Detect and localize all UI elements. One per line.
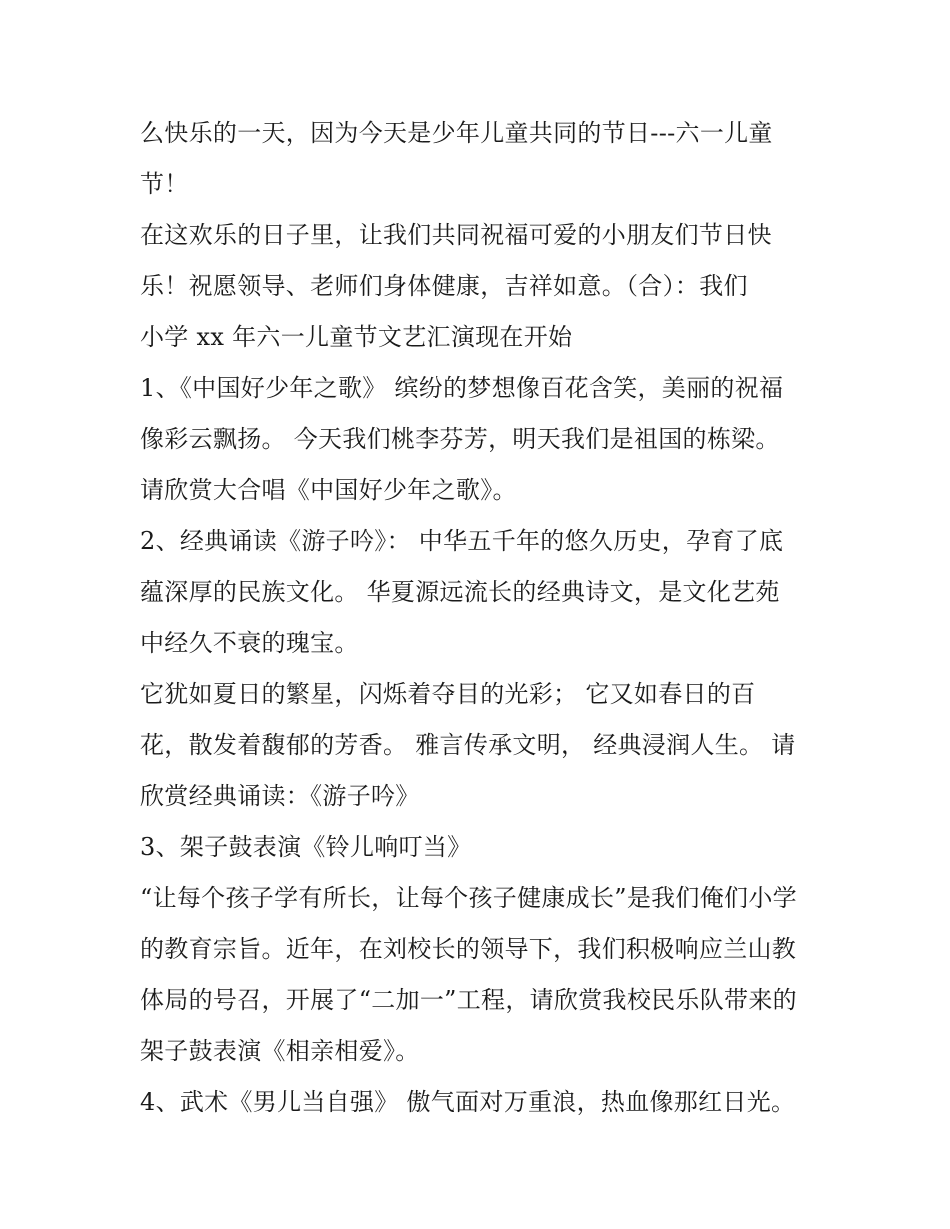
text-line: 它犹如夏日的繁星，闪烁着夺目的光彩； 它又如春日的百 <box>140 680 756 708</box>
text-line: “让每个孩子学有所长，让每个孩子健康成长”是我们俺们小学 <box>140 884 797 912</box>
text-line: 在这欢乐的日子里，让我们共同祝福可爱的小朋友们节日快 <box>140 221 772 249</box>
text-line: 花，散发着馥郁的芳香。 雅言传承文明， 经典浸润人生。 请 <box>140 731 796 759</box>
program-item-4-title: 4、武术《男儿当自强》 傲气面对万重浪，热血像那红日光。 <box>140 1088 796 1116</box>
text-line: 的教育宗旨。近年，在刘校长的领导下，我们积极响应兰山教 <box>140 935 797 963</box>
text-line: 架子鼓表演《相亲相爱》。 <box>140 1037 420 1065</box>
text-line: 欣赏经典诵读：《游子吟》 <box>140 782 420 810</box>
text-line: 乐！祝愿领导、老师们身体健康，吉祥如意。（合）：我们 <box>140 272 748 300</box>
text-line: 小学 xx 年六一儿童节文艺汇演现在开始 <box>140 323 573 351</box>
text-line: 蕴深厚的民族文化。 华夏源远流长的经典诗文，是文化艺苑 <box>140 578 780 606</box>
program-item-1-title: 1、《中国好少年之歌》 缤纷的梦想像百花含笑，美丽的祝福 <box>140 374 784 402</box>
text-line: 么快乐的一天，因为今天是少年儿童共同的节日---六一儿童 <box>140 119 773 147</box>
program-item-3-title: 3、架子鼓表演《铃儿响叮当》 <box>140 833 472 861</box>
text-line: 体局的号召，开展了“二加一”工程，请欣赏我校民乐队带来的 <box>140 986 797 1014</box>
program-item-2-title: 2、经典诵读《游子吟》： 中华五千年的悠久历史，孕育了底 <box>140 527 784 555</box>
text-line: 像彩云飘扬。 今天我们桃李芬芳，明天我们是祖国的栋梁。 <box>140 425 780 453</box>
text-line: 中经久不衰的瑰宝。 <box>140 629 359 657</box>
text-line: 请欣赏大合唱《中国好少年之歌》。 <box>140 476 517 504</box>
document-body <box>140 108 820 1128</box>
text-line: 节！ <box>140 170 189 198</box>
